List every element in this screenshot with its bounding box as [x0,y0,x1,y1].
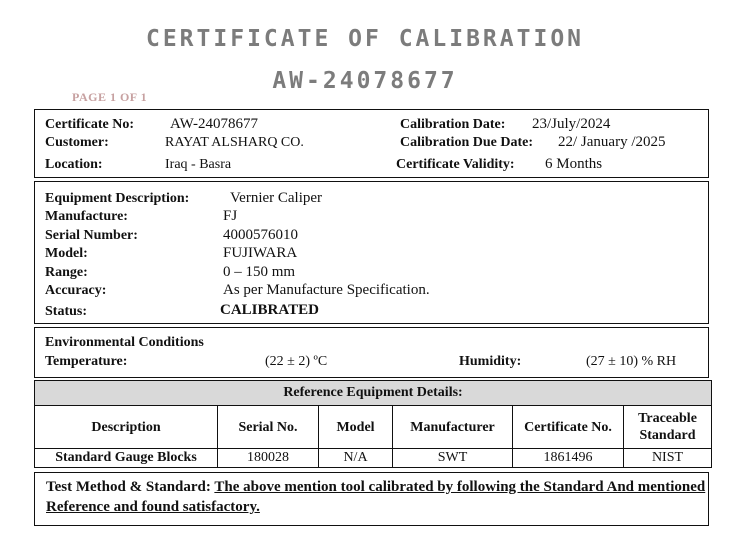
certificate-no-value: AW-24078677 [170,116,258,132]
column-header-model: Model [319,406,393,449]
manufacture-value: FJ [223,208,238,224]
serial-number-label: Serial Number: [45,228,138,243]
calibration-due-date-label: Calibration Due Date: [400,135,533,150]
column-header-manufacturer: Manufacturer [393,406,513,449]
humidity-value: (27 ± 10) % RH [586,354,677,369]
certificate-title: CERTIFICATE OF CALIBRATION [145,26,585,52]
customer-value: RAYAT ALSHARQ CO. [165,135,304,150]
location-value: Iraq - Basra [165,157,232,172]
column-header-certificate-no: Certificate No. [513,406,624,449]
test-method-text [46,477,706,517]
range-label: Range: [45,265,88,280]
reference-table-heading: Reference Equipment Details: [35,381,712,406]
certificate-validity-value: 6 Months [545,156,603,172]
calibration-date-label: Calibration Date: [400,117,506,132]
temperature-label: Temperature: [45,354,128,369]
range-value: 0 – 150 mm [223,264,296,280]
cell-description: Standard Gauge Blocks [35,449,218,468]
cell-manufacturer: SWT [393,449,513,468]
equipment-description-label: Equipment Description: [45,191,190,206]
location-label: Location: [45,157,103,172]
model-label: Model: [45,246,88,261]
accuracy-value: As per Manufacture Specification. [223,282,430,298]
manufacture-label: Manufacture: [45,209,128,224]
accuracy-label: Accuracy: [45,283,107,298]
status-value: CALIBRATED [220,302,319,318]
serial-number-value: 4000576010 [223,227,298,243]
cell-model: N/A [319,449,393,468]
certificate-no-label: Certificate No: [45,117,135,132]
column-header-traceable-standard: Traceable Standard [624,406,712,449]
column-header-description: Description [35,406,218,449]
calibration-date-value: 23/July/2024 [532,116,611,132]
page-indicator: PAGE 1 OF 1 [72,90,148,104]
column-header-serial-no: Serial No. [218,406,319,449]
certificate-number-heading: AW-24078677 [272,68,458,94]
calibration-due-date-value: 22/ January /2025 [558,134,666,150]
cell-traceable-standard: NIST [624,449,712,468]
humidity-label: Humidity: [459,354,522,369]
environment-heading: Environmental Conditions [45,335,204,350]
temperature-value: (22 ± 2) ºC [265,354,328,369]
model-value: FUJIWARA [223,245,298,261]
cell-serial-no: 180028 [218,449,319,468]
cell-certificate-no: 1861496 [513,449,624,468]
test-method-label: Test Method & Standard: [46,479,211,495]
table-row [35,449,712,468]
customer-label: Customer: [45,135,109,150]
reference-equipment-table [34,380,712,468]
equipment-description-value: Vernier Caliper [230,190,323,206]
test-method-statement: The above mention tool calibrated by following the Standard And mentioned Reference and found satisfactory. [46,479,706,515]
certificate-validity-label: Certificate Validity: [396,157,515,172]
status-label: Status: [45,304,88,319]
